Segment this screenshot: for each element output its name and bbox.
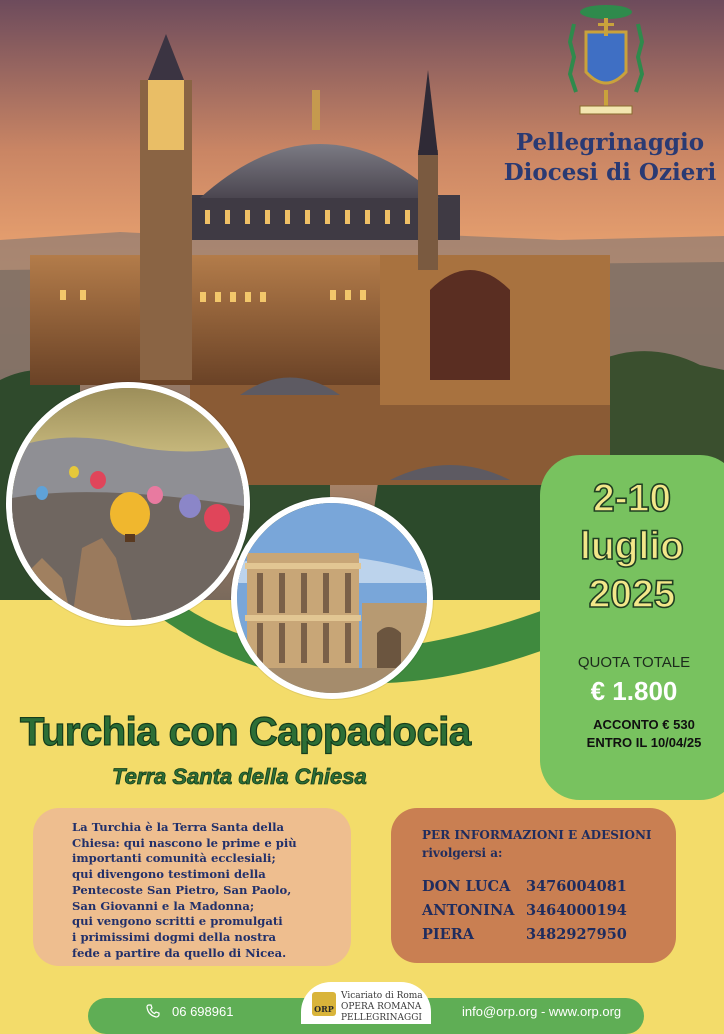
logo-line: PELLEGRINAGGI (341, 1013, 422, 1023)
contact-phone[interactable]: 3482927950 (526, 926, 627, 943)
phone-icon (146, 1004, 160, 1018)
contact-row-don-luca (422, 878, 662, 902)
description-line: La Turchia è la Terra Santa della (72, 820, 285, 834)
description-line: i primissimi dogmi della nostra (72, 929, 277, 944)
description-line: Chiesa: qui nascono le prime e più (72, 835, 297, 850)
footer-phone[interactable]: 06 698961 (172, 1004, 234, 1019)
contact-phone[interactable]: 3464000194 (526, 902, 627, 919)
logo-line: OPERA ROMANA (341, 1002, 422, 1012)
contact-name: PIERA (422, 926, 475, 943)
contact-name: DON LUCA (422, 878, 511, 895)
title-line-2: Diocesi di Ozieri (503, 159, 717, 186)
info-heading-sub: rivolgersi a: (422, 846, 503, 860)
bishop-crest-icon (566, 2, 646, 120)
description-line: San Giovanni e la Madonna; (72, 898, 255, 913)
info-heading (422, 826, 662, 862)
description-line: importanti comunità ecclesiali; (72, 851, 276, 866)
photo-ephesus-library (231, 497, 433, 699)
orp-logo-text (341, 991, 431, 1024)
diocese-title (470, 128, 724, 188)
description-line: qui divengono testimoni della (72, 867, 266, 882)
logo-line: Vicariato di Roma (341, 991, 423, 1001)
orp-logo-badge-text: ORP (314, 1004, 334, 1014)
date-year: 2025 (588, 573, 676, 616)
deposit-amount: ACCONTO € 530 (593, 717, 695, 732)
quota-label: QUOTA TOTALE (577, 654, 691, 671)
photo-cappadocia-balloons (6, 382, 250, 626)
footer-contact-web[interactable]: info@orp.org - www.orp.org (462, 1004, 622, 1019)
trip-dates (540, 475, 724, 619)
date-days: 2-10 (592, 477, 672, 520)
description-line: Pentecoste San Pietro, San Paolo, (72, 882, 292, 897)
contact-phone[interactable]: 3476004081 (526, 878, 627, 895)
main-title: Turchia con Cappadocia (20, 710, 471, 754)
orp-logo-badge-icon (312, 992, 336, 1016)
description-text (72, 820, 330, 961)
contact-name: ANTONINA (422, 902, 515, 919)
contact-row-antonina (422, 902, 662, 926)
info-heading-line: PER INFORMAZIONI E ADESIONI (422, 828, 652, 842)
contact-row-piera (422, 926, 662, 950)
quota-value: € 1.800 (590, 676, 678, 706)
subtitle: Terra Santa della Chiesa (112, 764, 367, 789)
deposit-deadline: ENTRO IL 10/04/25 (586, 735, 702, 750)
date-month: luglio (580, 525, 684, 568)
description-line: fede a partire da quello di Nicea. (72, 945, 287, 960)
title-line-1: Pellegrinaggio (515, 129, 705, 156)
description-line: qui vengono scritti e promulgati (72, 914, 283, 929)
deposit-note (564, 716, 724, 752)
